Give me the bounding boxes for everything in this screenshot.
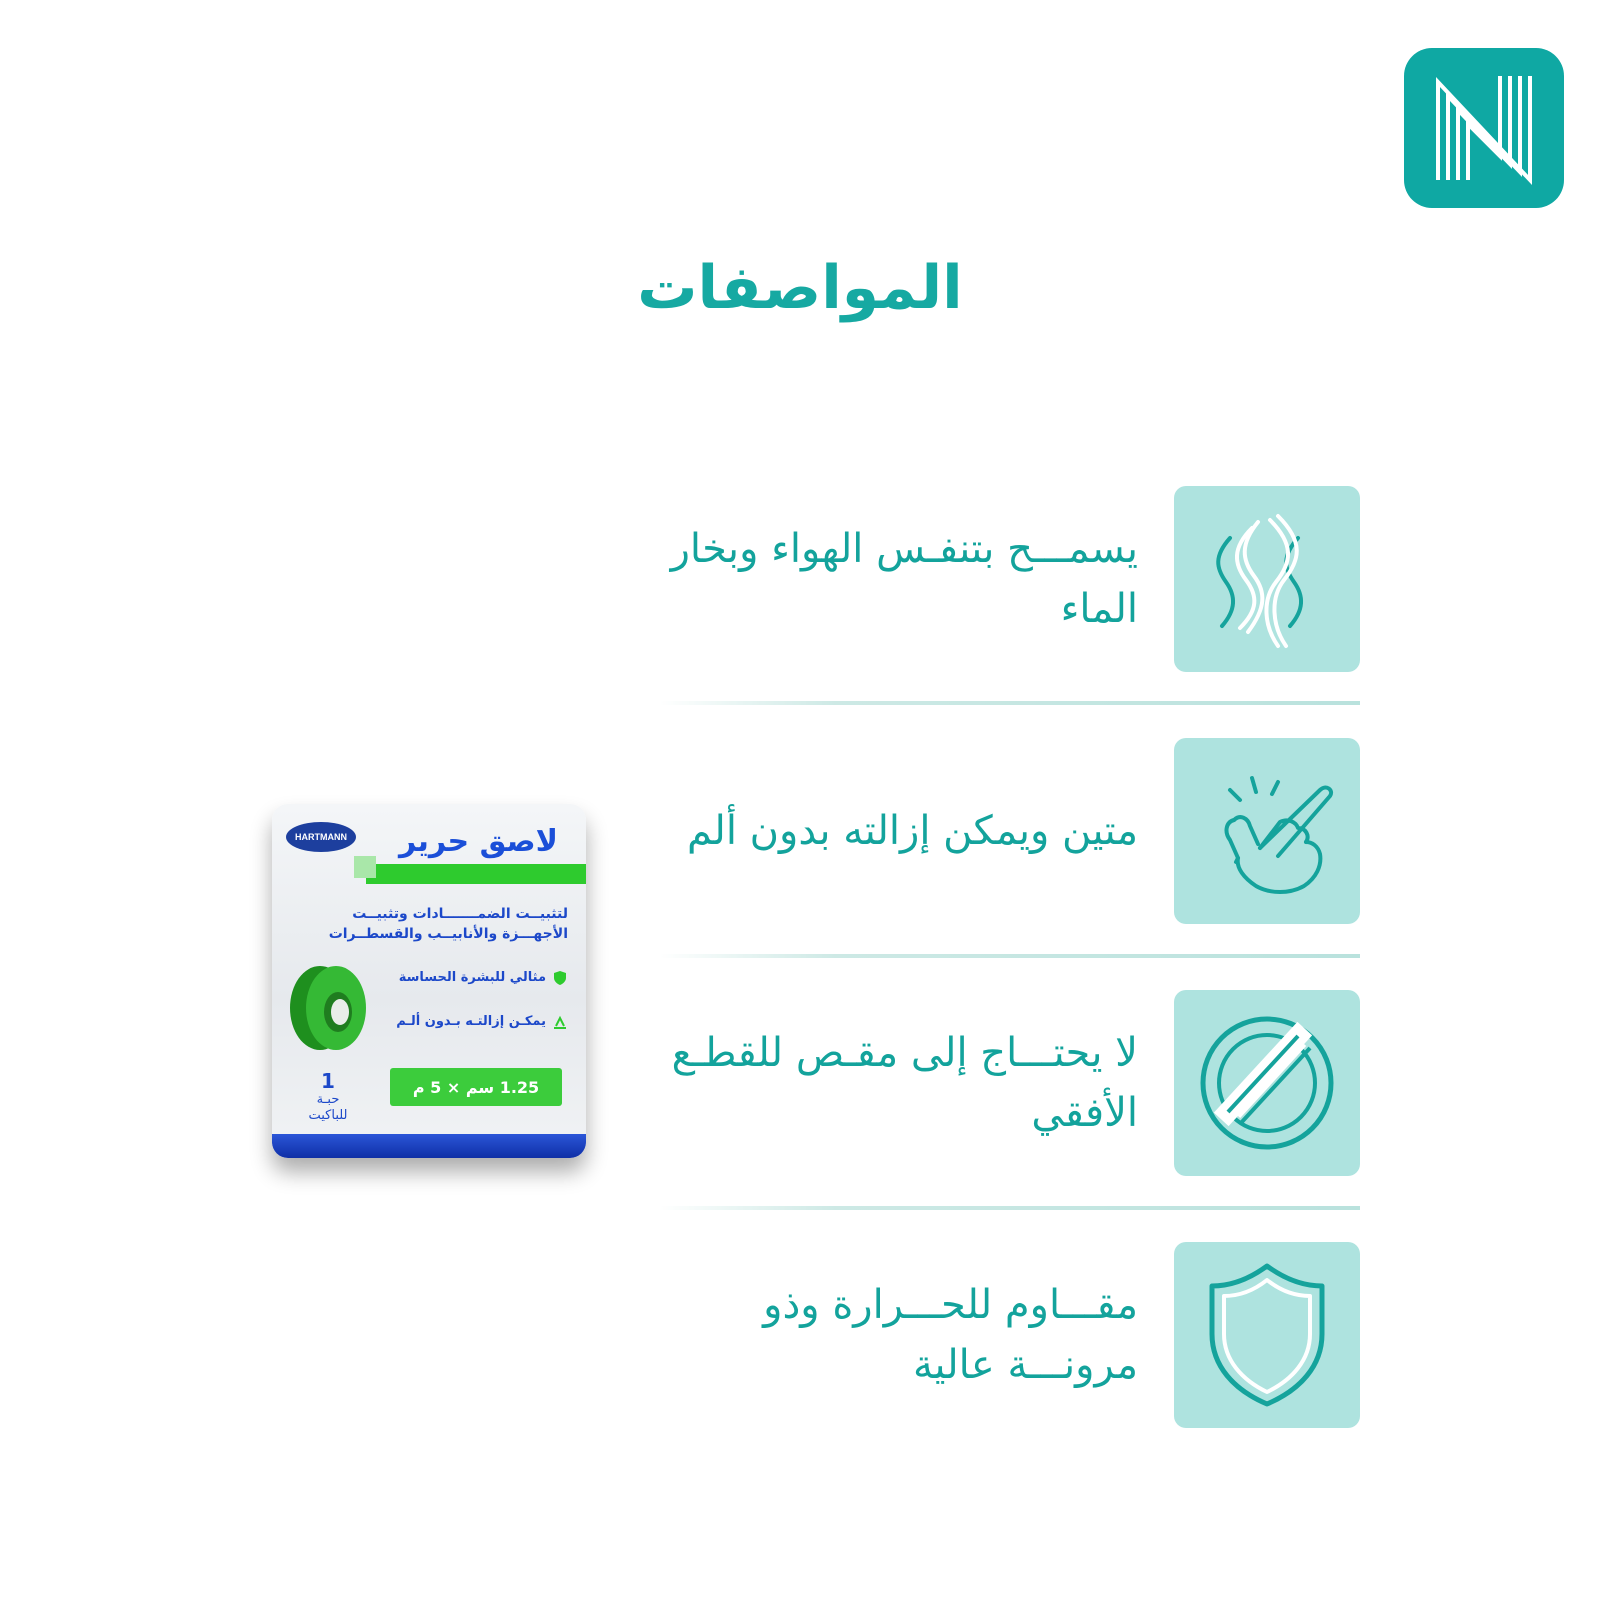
page-title: المواصفات [637, 253, 963, 323]
pack-feature-painless [396, 1012, 568, 1032]
feature-row-breathable [640, 486, 1360, 672]
feature-row-heat-resistant [640, 1242, 1360, 1428]
pack-feature-sensitive-skin [399, 968, 568, 988]
blue-band [272, 1134, 586, 1158]
divider [660, 701, 1360, 705]
size-label: 1.25 سم × 5 م [390, 1068, 562, 1106]
brand-badge: HARTMANN [286, 822, 356, 852]
feature-icon-box [1174, 990, 1360, 1176]
product-description: لتثبيــت الضمـــــــادات وتثبيــت الأجهـــزة والأنابيــب والقسطــرات [328, 906, 568, 942]
brand-logo-n-icon [1404, 48, 1564, 208]
feature-text: يسمـــح بتنفـس الهواء وبخار الماء [670, 526, 1138, 632]
feature-icon-box [1174, 1242, 1360, 1428]
shield-check-icon [552, 970, 568, 986]
count-label: حبـة [316, 1092, 340, 1107]
divider [660, 1206, 1360, 1210]
brand-logo [1404, 48, 1564, 208]
no-scissors-icon [1174, 990, 1360, 1176]
feature-icon-box [1174, 738, 1360, 924]
pack-feature-label: مثالي للبشرة الحساسة [398, 970, 546, 985]
feature-text: لا يحتـــاج إلى مقـص للقطـع الأفقي [671, 1030, 1138, 1136]
count-number: 1 [321, 1069, 335, 1093]
feature-icon-box [1174, 486, 1360, 672]
green-square [354, 856, 376, 878]
pack-count [300, 1070, 356, 1124]
product-package [272, 804, 586, 1158]
feature-text: مقـــاوم للحـــرارة وذو مرونـــة عالية [763, 1282, 1138, 1388]
finger-pointing-icon [1174, 738, 1360, 924]
pack-feature-label: يمكـن إزالتـه بـدون ألـم [396, 1014, 546, 1029]
shield-icon [1174, 1242, 1360, 1428]
divider [660, 954, 1360, 958]
feature-row-painless [640, 738, 1360, 924]
vapor-waves-icon [1174, 486, 1360, 672]
tape-spool-icon [282, 962, 374, 1054]
count-label: للباكيت [308, 1108, 348, 1123]
feature-row-no-scissors [640, 990, 1360, 1176]
peel-icon [552, 1014, 568, 1030]
product-name: لاصق حرير [398, 824, 558, 859]
green-stripe [366, 864, 586, 884]
feature-text: متين ويمكن إزالته بدون ألم [687, 808, 1138, 854]
